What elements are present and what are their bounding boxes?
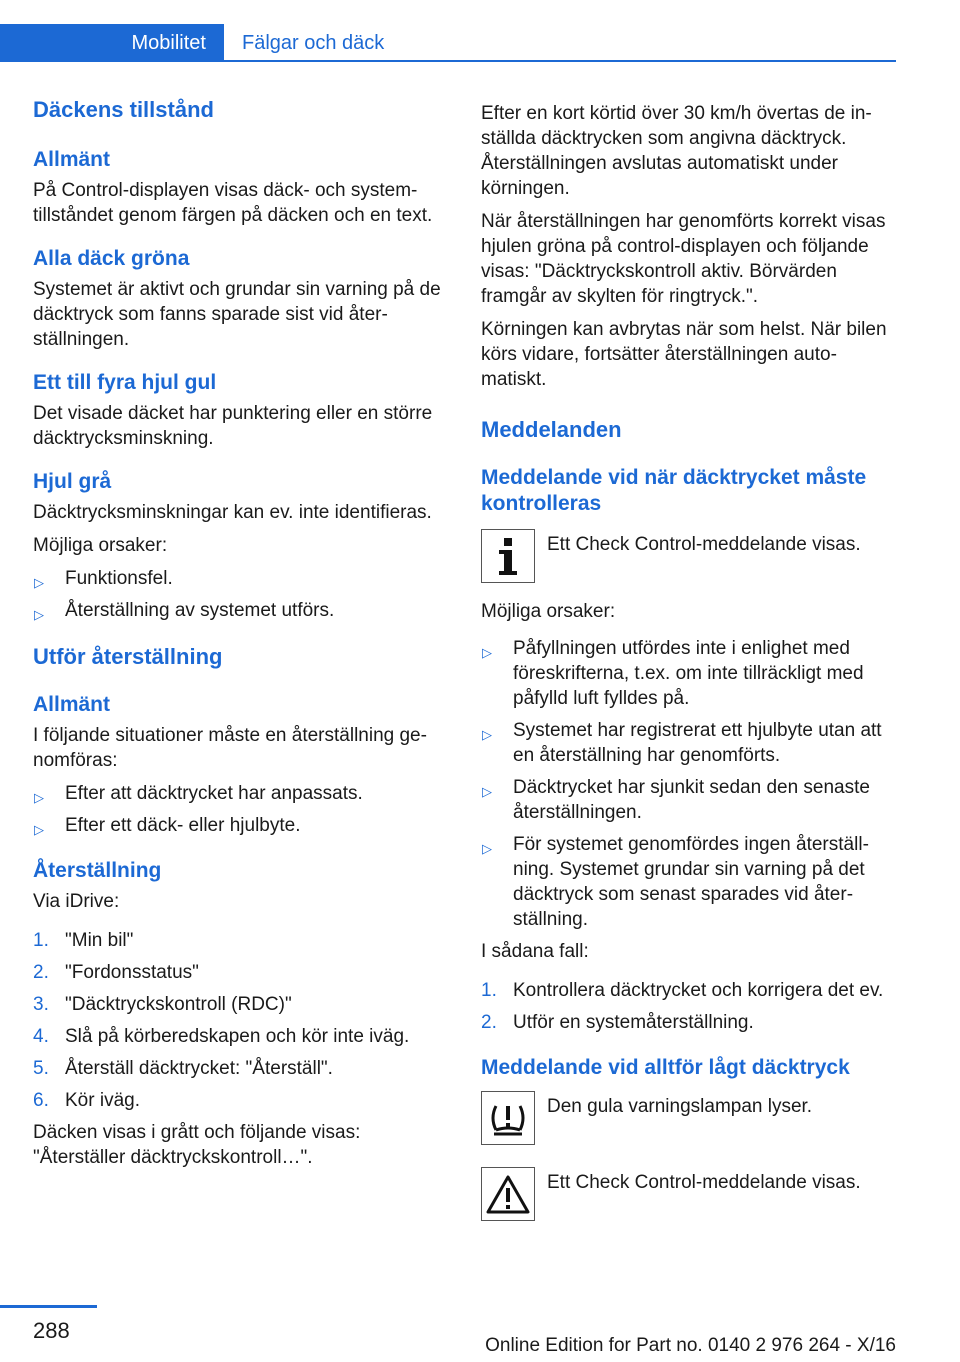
list-item: 6. Kör iväg. — [33, 1090, 140, 1111]
header-tabs — [0, 24, 424, 62]
triangle-right-icon: ▷ — [482, 645, 492, 660]
left-column — [33, 96, 447, 1178]
right-para-1: Efter en kort körtid över 30 km/h övertas de inställda däcktrycken som angivna däcktryck. Återställningen avslutas automatiskt under körningen. — [481, 103, 872, 199]
info-message-row — [481, 529, 895, 593]
section-title-messages: Meddelanden — [481, 417, 622, 442]
triangle-right-icon: ▷ — [482, 727, 492, 742]
warning-message-row — [481, 1167, 895, 1231]
causes-label: Möjliga orsaker: — [33, 535, 168, 556]
causes-label-right: Möjliga orsaker: — [481, 601, 616, 622]
right-column — [481, 101, 895, 1243]
reset-general-text: I följande situationer måste en återställning genomföras: — [33, 725, 427, 771]
right-causes-list — [481, 636, 895, 932]
list-item: 4. Slå på körberedskapen och kör inte iväg. — [33, 1026, 410, 1047]
heading-reset-general: Allmänt — [33, 693, 111, 716]
section-title-reset: Utför återställning — [33, 644, 223, 669]
heading-reset: Återställning — [33, 859, 162, 882]
reset-steps-list — [33, 928, 447, 1113]
list-item: 1. Kontrollera däcktrycket och korrigera det ev. — [481, 980, 884, 1001]
page-number: 288 — [33, 1318, 70, 1343]
right-para-2: När återställningen har genomförts korrekt visas hjulen gröna på control-displayen och följande visas: "Däcktryckskontroll aktiv. Börvärden framgår av skylten för ringtryck.". — [481, 211, 886, 307]
header-rule — [224, 60, 896, 62]
list-item: 2. Utför en systemåterställning. — [481, 1012, 754, 1033]
heading-all-green: Alla däck gröna — [33, 247, 190, 270]
reset-result-text: Däcken visas i grått och följande visas: "Återställer däcktryckskontroll…". — [33, 1122, 361, 1168]
list-item: ▷ Påfyllningen utfördes inte i enlighet med föreskrifterna, t.ex. om inte tillräckligt med påfylld luft fylldes på. — [482, 638, 864, 709]
triangle-right-icon: ▷ — [34, 575, 44, 590]
triangle-right-icon: ▷ — [482, 784, 492, 799]
tire-pressure-warning-icon — [481, 1091, 535, 1145]
warning-message-text: Ett Check Control-meddelande visas. — [547, 1172, 861, 1193]
list-item: ▷ Efter att däcktrycket har anpassats. — [33, 781, 447, 806]
general-text: På Control-displayen visas däck- och systemtillståndet genom färgen på däcken och en text. — [33, 180, 433, 226]
info-message-text: Ett Check Control-meddelande visas. — [547, 534, 861, 555]
grey-text: Däcktrycksminskningar kan ev. inte identifieras. — [33, 502, 432, 523]
list-item: 2. "Fordonsstatus" — [33, 962, 199, 983]
yellow-text: Det visade däcket har punktering eller en större däcktrycksminskning. — [33, 403, 433, 449]
triangle-right-icon: ▷ — [34, 822, 44, 837]
list-item: ▷ Systemet har registrerat ett hjulbyte utan att en återställning har genomförts. — [482, 720, 882, 766]
list-item: ▷ Återställning av systemet utförs. — [33, 598, 447, 623]
edition-text: Online Edition for Part no. 0140 2 976 264 - X/16 — [485, 1335, 896, 1356]
tab-falgar-och-dack: Fälgar och däck — [242, 31, 385, 54]
tab-mobilitet: Mobilitet — [0, 24, 224, 62]
right-para-3: Körningen kan avbrytas när som helst. När bilen körs vidare, fortsätter återställningen automatiskt. — [481, 319, 887, 390]
triangle-right-icon: ▷ — [34, 790, 44, 805]
tpms-lamp-text: Den gula varningslampan lyser. — [547, 1096, 813, 1117]
in-such-case-label: I sådana fall: — [481, 941, 589, 962]
actions-list — [481, 978, 895, 1035]
reset-situations-list — [33, 781, 447, 838]
section-title-tire-state: Däckens tillstånd — [33, 97, 214, 122]
heading-yellow: Ett till fyra hjul gul — [33, 371, 217, 394]
triangle-right-icon: ▷ — [482, 841, 492, 856]
list-item: ▷ Däcktrycket har sjunkit sedan den senaste återställningen. — [482, 777, 870, 823]
footer-rule — [0, 1305, 97, 1308]
warning-triangle-icon — [481, 1167, 535, 1221]
heading-grey: Hjul grå — [33, 470, 112, 493]
causes-list — [33, 566, 447, 623]
green-text: Systemet är aktivt och grundar sin varning på de däcktryck som fanns sparade sist vid återställningen. — [33, 279, 441, 350]
reset-via: Via iDrive: — [33, 891, 120, 912]
triangle-right-icon: ▷ — [34, 607, 44, 622]
list-item: ▷ Efter ett däck- eller hjulbyte. — [33, 813, 447, 838]
list-item: 5. Återställ däcktrycket: "Återställ". — [33, 1058, 333, 1079]
list-item: ▷ För systemet genomfördes ingen återställning. Systemet grundar sin varning på det däcktryck som senast sparades vid återställning. — [482, 834, 869, 930]
list-item: ▷ Funktionsfel. — [33, 566, 447, 591]
tpms-lamp-row — [481, 1091, 895, 1155]
heading-general: Allmänt — [33, 148, 111, 171]
list-item: 1. "Min bil" — [33, 930, 134, 951]
list-item: 3. "Däcktryckskontroll (RDC)" — [33, 994, 292, 1015]
heading-low-pressure: Meddelande vid alltför lågt däcktryck — [481, 1056, 850, 1079]
heading-check-pressure: Meddelande vid när däcktrycket måste kontrolleras — [481, 466, 867, 515]
info-icon — [481, 529, 535, 583]
